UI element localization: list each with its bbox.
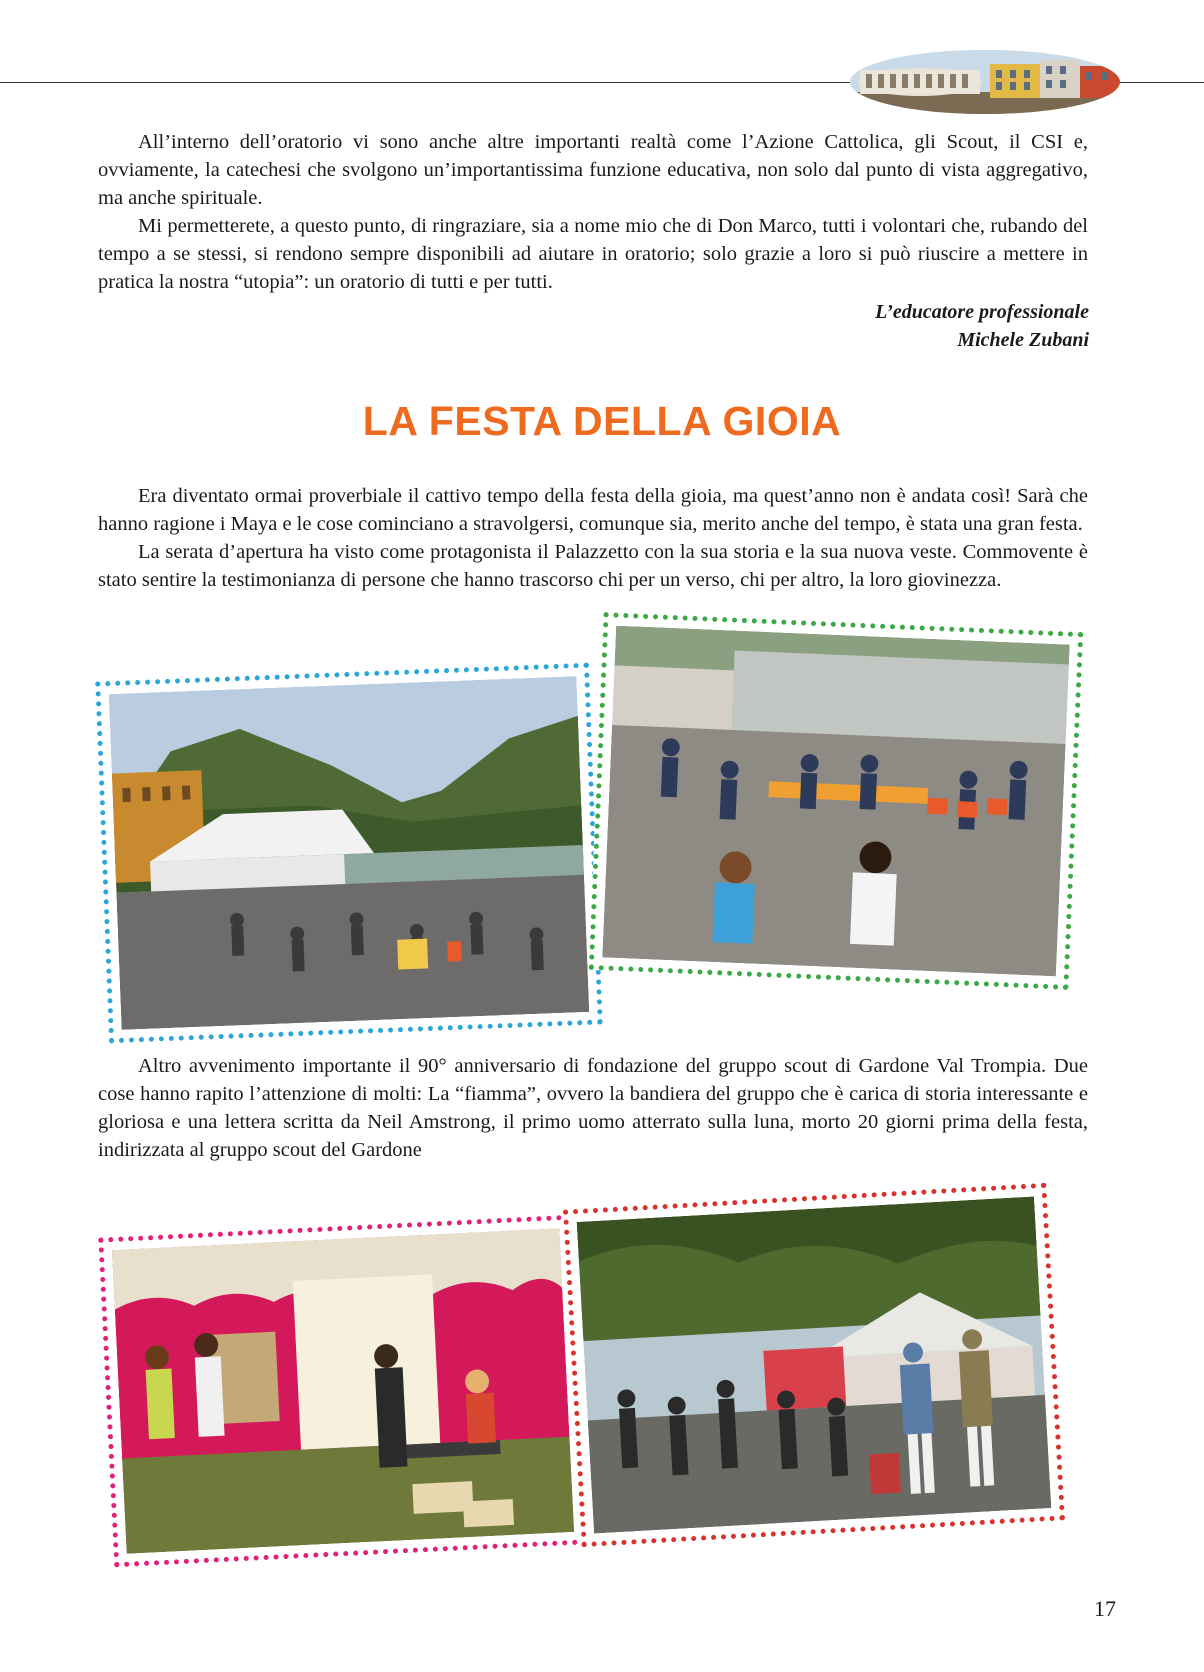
photo-exhibit-illustration xyxy=(577,1196,1052,1533)
article-paragraph-1: Era diventato ormai proverbiale il cattivo tempo della festa della gioia, ma quest’anno non è andata così! Sarà che hanno ragione i Maya e le cose cominciano a stravolgersi, comunque sia, merito anche del tempo, è stata una gran festa. xyxy=(98,485,1088,535)
photo-palazzetto-plaza xyxy=(95,663,603,1044)
intro-paragraph-1: All’interno dell’oratorio vi sono anche altre importanti realtà come l’Azione Cattolica, gli Scout, il CSI e, ovviamente, la catechesi che svolgono un’importantissima funzione educativa, non solo dal punto di vista aggregativo, ma anche spirituale. xyxy=(98,131,1088,209)
signature-role: L’educatore professionale xyxy=(875,301,1089,323)
photo-tables-plaza xyxy=(589,612,1084,990)
article-paragraph-2: La serata d’apertura ha visto come protagonista il Palazzetto con la sua storia e la sua nuova veste. Commovente è stato sentire la testimonianza di persone che hanno trascorso chi per un verso, chi per altro, la loro giovinezza. xyxy=(98,541,1088,591)
article-text-bottom xyxy=(98,1052,1088,1164)
photo-plaza-illustration xyxy=(109,676,590,1030)
intro-paragraph-2: Mi permetterete, a questo punto, di ringraziare, sia a nome mio che di Don Marco, tutti i volontari che, rubando del tempo a se stessi, si rendono sempre disponibili ad aiutare in oratorio; solo grazie a loro si può riuscire a mettere in pratica la nostra “utopia”: un oratorio di tutti e per tutti. xyxy=(98,215,1088,293)
photo-scout-exhibit xyxy=(563,1183,1065,1547)
article-paragraph-3: Altro avvenimento importante il 90° anniversario di fondazione del gruppo scout di Gardone Val Trompia. Due cose hanno rapito l’attenzione di molti: La “fiamma”, ovvero la bandiera del gruppo che è carica di storia interessante e gloriosa e una lettera scritta da Neil Amstrong, il primo uomo atterrato sulla luna, morto 20 giorni prima della festa, indirizzata al gruppo scout del Gardone xyxy=(98,1055,1088,1161)
header-building-image xyxy=(850,50,1120,114)
signature-name: Michele Zubani xyxy=(957,329,1089,351)
article-text-top xyxy=(98,482,1088,594)
article-title: LA FESTA DELLA GIOIA xyxy=(362,398,842,444)
intro-text xyxy=(98,128,1088,296)
photo-scout-tent xyxy=(98,1215,588,1568)
building-illustration xyxy=(850,50,1120,114)
signature xyxy=(875,298,1089,354)
photo-tent-illustration xyxy=(112,1228,574,1554)
page-number: 17 xyxy=(1094,1596,1116,1621)
photo-tables-illustration xyxy=(602,626,1070,977)
